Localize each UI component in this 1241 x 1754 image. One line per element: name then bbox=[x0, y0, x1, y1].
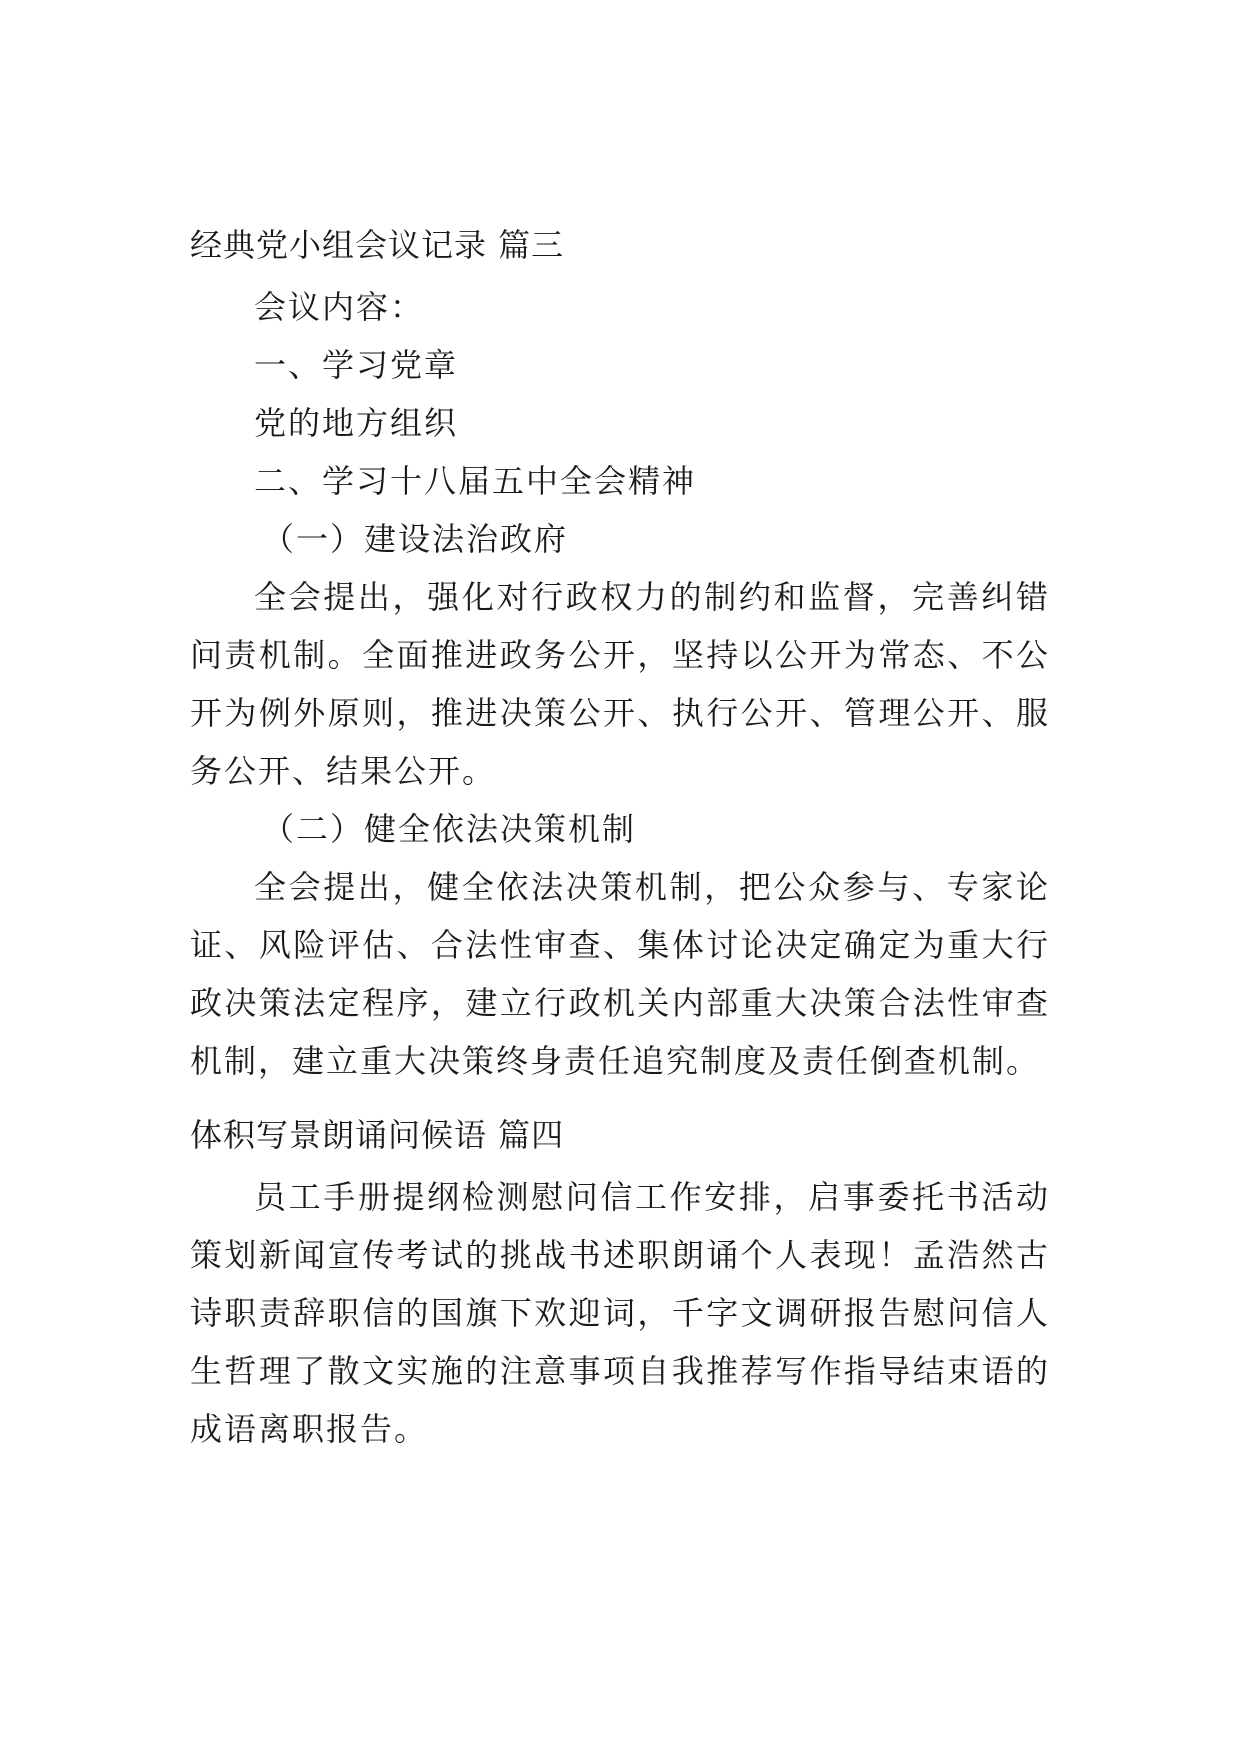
paragraph-rule-of-law: 全会提出，强化对行政权力的制约和监督，完善纠错问责机制。全面推进政务公开，坚持以公开为常态、不公开为例外原则，推进决策公开、执行公开、管理公开、服务公开、结果公开。 bbox=[190, 578, 1050, 790]
paragraph-section-4: 员工手册提纲检测慰问信工作安排，启事委托书活动策划新闻宣传考试的挑战书述职朗诵个人表现！孟浩然古诗职责辞职信的国旗下欢迎词，千字文调研报告慰问信人生哲理了散文实施的注意事项自我推荐写作指导结束语的成语离职报告。 bbox=[190, 1178, 1050, 1448]
item-local-organization: 党的地方组织 bbox=[254, 404, 459, 442]
subheading-rule-of-law-government: （一）建设法治政府 bbox=[262, 520, 569, 558]
item-study-plenary-spirit: 二、学习十八届五中全会精神 bbox=[254, 462, 697, 500]
section-4 bbox=[190, 1115, 1050, 1458]
section-4-title: 体积写景朗诵问候语 篇四 bbox=[190, 1116, 565, 1154]
subheading-decision-mechanism: （二）健全依法决策机制 bbox=[262, 810, 637, 848]
item-study-party-constitution: 一、学习党章 bbox=[254, 346, 459, 384]
paragraph-decision-mechanism: 全会提出，健全依法决策机制，把公众参与、专家论证、风险评估、合法性审查、集体讨论决定确定为重大行政决策法定程序，建立行政机关内部重大决策合法性审查机制，建立重大决策终身责任追究制度及责任倒查机制。 bbox=[190, 868, 1050, 1080]
section-3-title: 经典党小组会议记录 篇三 bbox=[190, 226, 565, 264]
section-3 bbox=[190, 225, 1050, 1090]
meeting-content-label: 会议内容： bbox=[254, 288, 425, 326]
